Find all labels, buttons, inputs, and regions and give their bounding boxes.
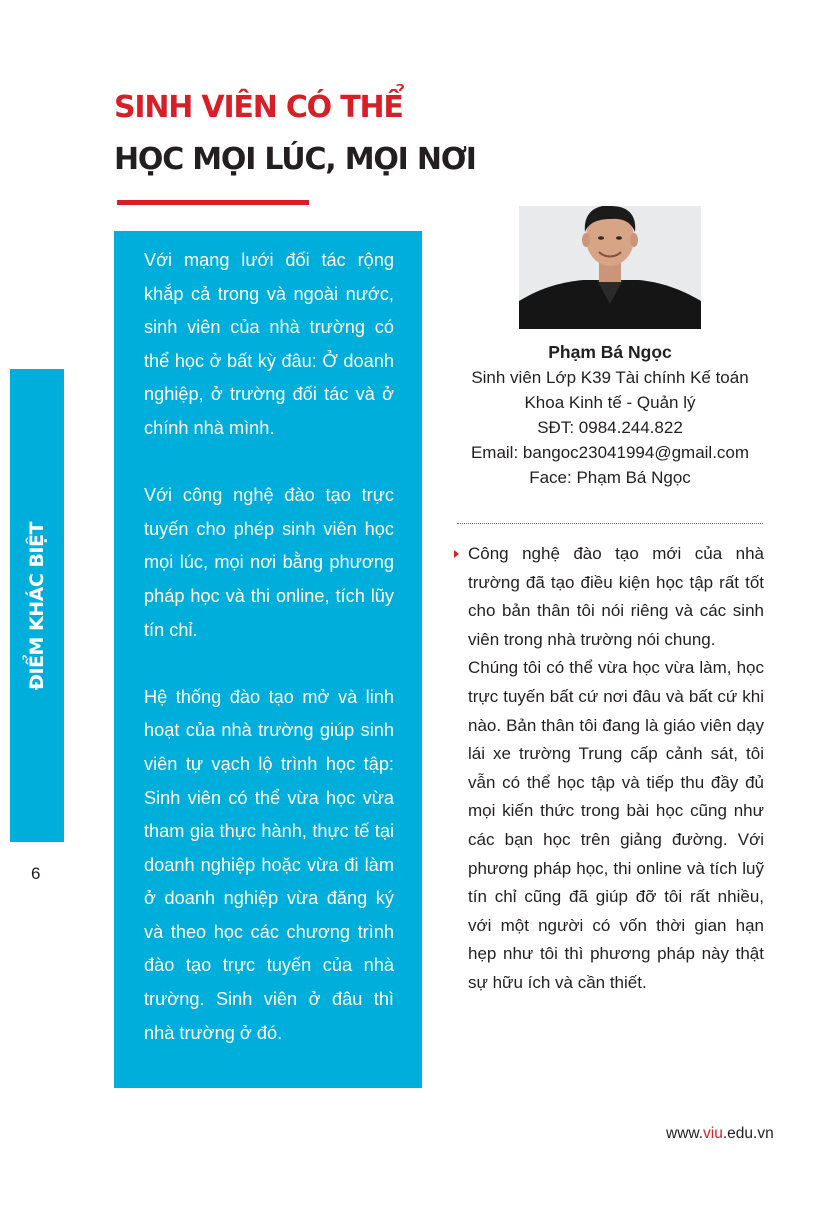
info-panel — [114, 231, 422, 1088]
testimonial-paragraph-1: Công nghệ đào tạo mới của nhà trường đã tạo điều kiện học tập rất tốt cho bản thân tôi nói riêng và các sinh viên trong nhà trường nói chung. — [468, 544, 764, 649]
title-line-2: HỌC MỌI LÚC, MỌI NƠI — [114, 142, 476, 177]
panel-paragraph-2: Với công nghệ đào tạo trực tuyến cho phép sinh viên học mọi lúc, mọi nơi bằng phương pháp học và thi online, tích lũy tín chỉ. — [144, 485, 394, 640]
website-url — [666, 1125, 774, 1143]
side-tab — [10, 369, 64, 842]
page-number: 6 — [31, 864, 41, 883]
dotted-divider — [457, 523, 763, 524]
side-tab-label: ĐIỂM KHÁC BIỆT — [26, 521, 48, 690]
student-profile — [452, 340, 768, 490]
student-class: Sinh viên Lớp K39 Tài chính Kế toán — [471, 368, 749, 387]
student-faculty: Khoa Kinh tế - Quản lý — [524, 393, 696, 412]
triangle-right-icon — [454, 550, 459, 558]
title-line-1: SINH VIÊN CÓ THỂ — [114, 90, 403, 125]
url-prefix: www. — [666, 1125, 704, 1142]
panel-paragraph-3: Hệ thống đào tạo mở và linh hoạt của nhà trường giúp sinh viên tự vạch lộ trình học tập: Sinh viên có thể vừa học vừa tham gia thực hành, thực tế tại doanh nghiệp hoặc vừa đi làm ở doanh nghiệp vừa đăng ký và theo học các chương trình đào tạo trực tuyến của nhà trường. Sinh viên ở đâu thì nhà trường ở đó. — [144, 686, 394, 1043]
url-suffix: .edu.vn — [722, 1125, 774, 1142]
testimonial-paragraph-2: Chúng tôi có thể vừa học vừa làm, học trực tuyến bất cứ nơi đâu và bất cứ khi nào. Bản thân tôi đang là giáo viên dạy lái xe trường Trung cấp cảnh sát, tôi vẫn có thể học tập và tiếp thu đầy đủ mọi kiến thức trong bài học cũng như các bạn học trên giảng đường. Với phương pháp học, thi online và tích luỹ tín chỉ cũng đã giúp đỡ tôi rất nhiều, với một người có vốn thời gian hạn hẹp như tôi thì phương pháp này thật sự hữu ích và cần thiết. — [468, 658, 764, 992]
testimonial-text — [468, 540, 764, 998]
panel-paragraph-1: Với mạng lưới đối tác rộng khắp cả trong và ngoài nước, sinh viên của nhà trường có thể học ở bất kỳ đâu: Ở doanh nghiệp, ở trường đối tác và ở chính nhà mình. — [144, 250, 394, 438]
student-email: Email: bangoc23041994@gmail.com — [470, 443, 750, 462]
testimonial — [454, 540, 764, 998]
student-phone: SĐT: 0984.244.822 — [537, 418, 683, 437]
student-facebook: Face: Phạm Bá Ngọc — [529, 468, 691, 487]
student-photo — [519, 206, 701, 329]
student-portrait-illustration — [519, 206, 701, 329]
url-domain: viu — [703, 1125, 723, 1142]
student-name: Phạm Bá Ngọc — [548, 342, 672, 362]
title-underline — [117, 200, 309, 205]
